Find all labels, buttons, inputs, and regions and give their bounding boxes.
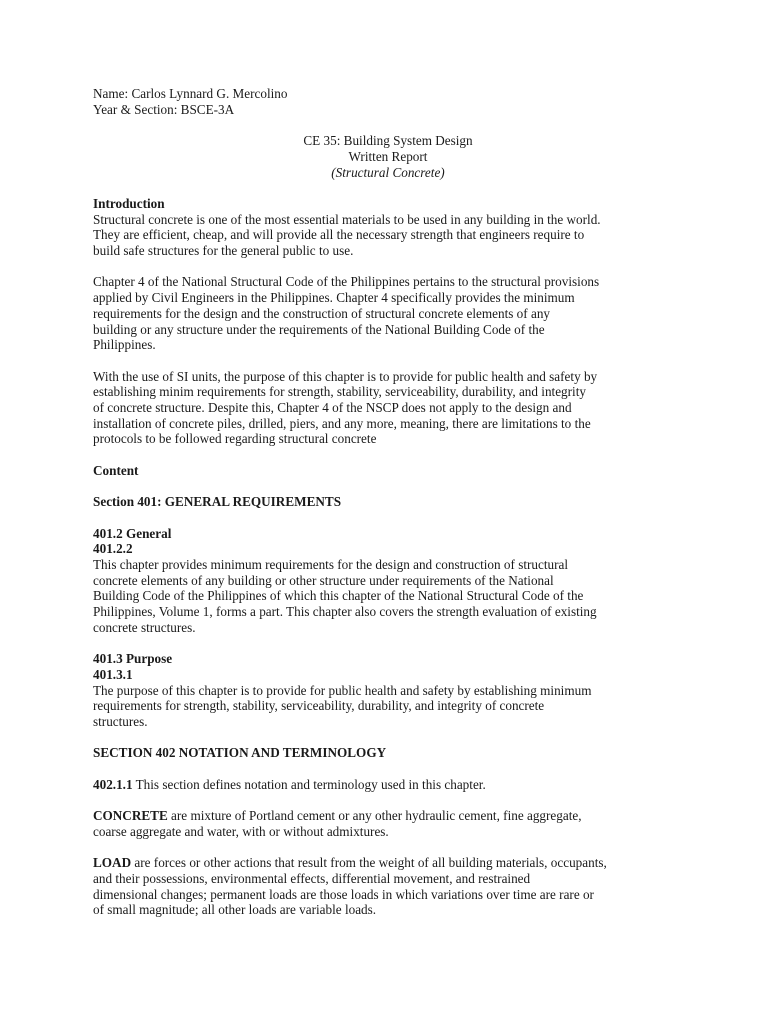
definition-concrete — [93, 808, 683, 839]
term-concrete: CONCRETE — [93, 808, 168, 824]
section-402-1-1-text: This section defines notation and terminology used in this chapter. — [132, 776, 486, 792]
course-title: CE 35: Building System Design — [303, 133, 473, 149]
text-line: of small magnitude; all other loads are variable loads. — [93, 902, 377, 918]
section-401-2-2-text — [93, 557, 683, 636]
introduction-heading: Introduction — [93, 195, 165, 211]
text-line: They are efficient, cheap, and will provide all the necessary strength that engineers require to — [93, 227, 585, 243]
text-line: requirements for strength, stability, serviceability, durability, and integrity of concrete — [93, 698, 545, 714]
text-line: are forces or other actions that result from the weight of all building materials, occupants, — [131, 855, 607, 871]
term-load: LOAD — [93, 855, 132, 871]
text-line: Building Code of the Philippines of which this chapter of the National Structural Code of the — [93, 588, 584, 604]
section-401-heading: Section 401: GENERAL REQUIREMENTS — [93, 494, 342, 510]
text-line: concrete structures. — [93, 619, 196, 635]
section-402-heading: SECTION 402 NOTATION AND TERMINOLOGY — [93, 745, 387, 761]
text-line: building or any structure under the requirements of the National Building Code of the — [93, 321, 545, 337]
section-402-1-1 — [93, 777, 683, 793]
text-line: dimensional changes; permanent loads are those loads in which variations over time are rare or — [93, 886, 594, 902]
intro-paragraph-2 — [93, 274, 683, 353]
definition-load — [93, 855, 683, 918]
text-line: This chapter provides minimum requirements for the design and construction of structural — [93, 556, 568, 572]
text-line: Philippines. — [93, 337, 156, 353]
text-line: The purpose of this chapter is to provide for public health and safety by establishing minimum — [93, 682, 592, 698]
text-line: With the use of SI units, the purpose of this chapter is to provide for public health and safety by — [93, 368, 598, 384]
text-line: requirements for the design and the construction of structural concrete elements of any — [93, 305, 551, 321]
section-401-3-heading: 401.3 Purpose — [93, 651, 173, 667]
intro-paragraph-1 — [93, 212, 683, 259]
text-line: concrete elements of any building or other structure under requirements of the National — [93, 572, 554, 588]
section-402-1-1-number: 402.1.1 — [93, 776, 133, 792]
section-401-2-2-number: 401.2.2 — [93, 541, 133, 557]
report-type: Written Report — [348, 148, 428, 164]
text-line: build safe structures for the general public to use. — [93, 243, 354, 258]
text-line: Philippines, Volume 1, forms a part. This chapter also covers the strength evaluation of existing — [93, 604, 597, 620]
student-name: Name: Carlos Lynnard G. Mercolino — [93, 86, 288, 101]
text-line: establishing minim requirements for strength, stability, serviceability, durability, and integrity — [93, 384, 586, 400]
text-line: of concrete structure. Despite this, Chapter 4 of the NSCP does not apply to the design and — [93, 400, 572, 415]
text-line: Structural concrete is one of the most essential materials to be used in any building in the world. — [93, 211, 601, 227]
text-line: applied by Civil Engineers in the Philippines. Chapter 4 specifically provides the minimum — [93, 290, 575, 306]
text-line: installation of concrete piles, drilled, piers, and any more, meaning, there are limitations to the — [93, 415, 591, 431]
section-401-3-1-number: 401.3.1 — [93, 666, 133, 682]
content-heading: Content — [93, 462, 139, 478]
section-401-3-1-text — [93, 683, 683, 730]
year-section: Year & Section: BSCE-3A — [93, 101, 235, 117]
text-line: are mixture of Portland cement or any other hydraulic cement, fine aggregate, — [167, 808, 582, 824]
report-topic: (Structural Concrete) — [331, 164, 445, 180]
section-401-2-heading: 401.2 General — [93, 525, 172, 541]
document-page — [93, 86, 683, 918]
text-line: Chapter 4 of the National Structural Code of the Philippines pertains to the structural provisions — [93, 274, 600, 290]
text-line: coarse aggregate and water, with or without admixtures. — [93, 823, 389, 839]
text-line: protocols to be followed regarding structural concrete — [93, 431, 377, 447]
text-line: and their possessions, environmental effects, differential movement, and restrained — [93, 870, 531, 886]
intro-paragraph-3 — [93, 369, 683, 448]
text-line: structures. — [93, 714, 148, 729]
